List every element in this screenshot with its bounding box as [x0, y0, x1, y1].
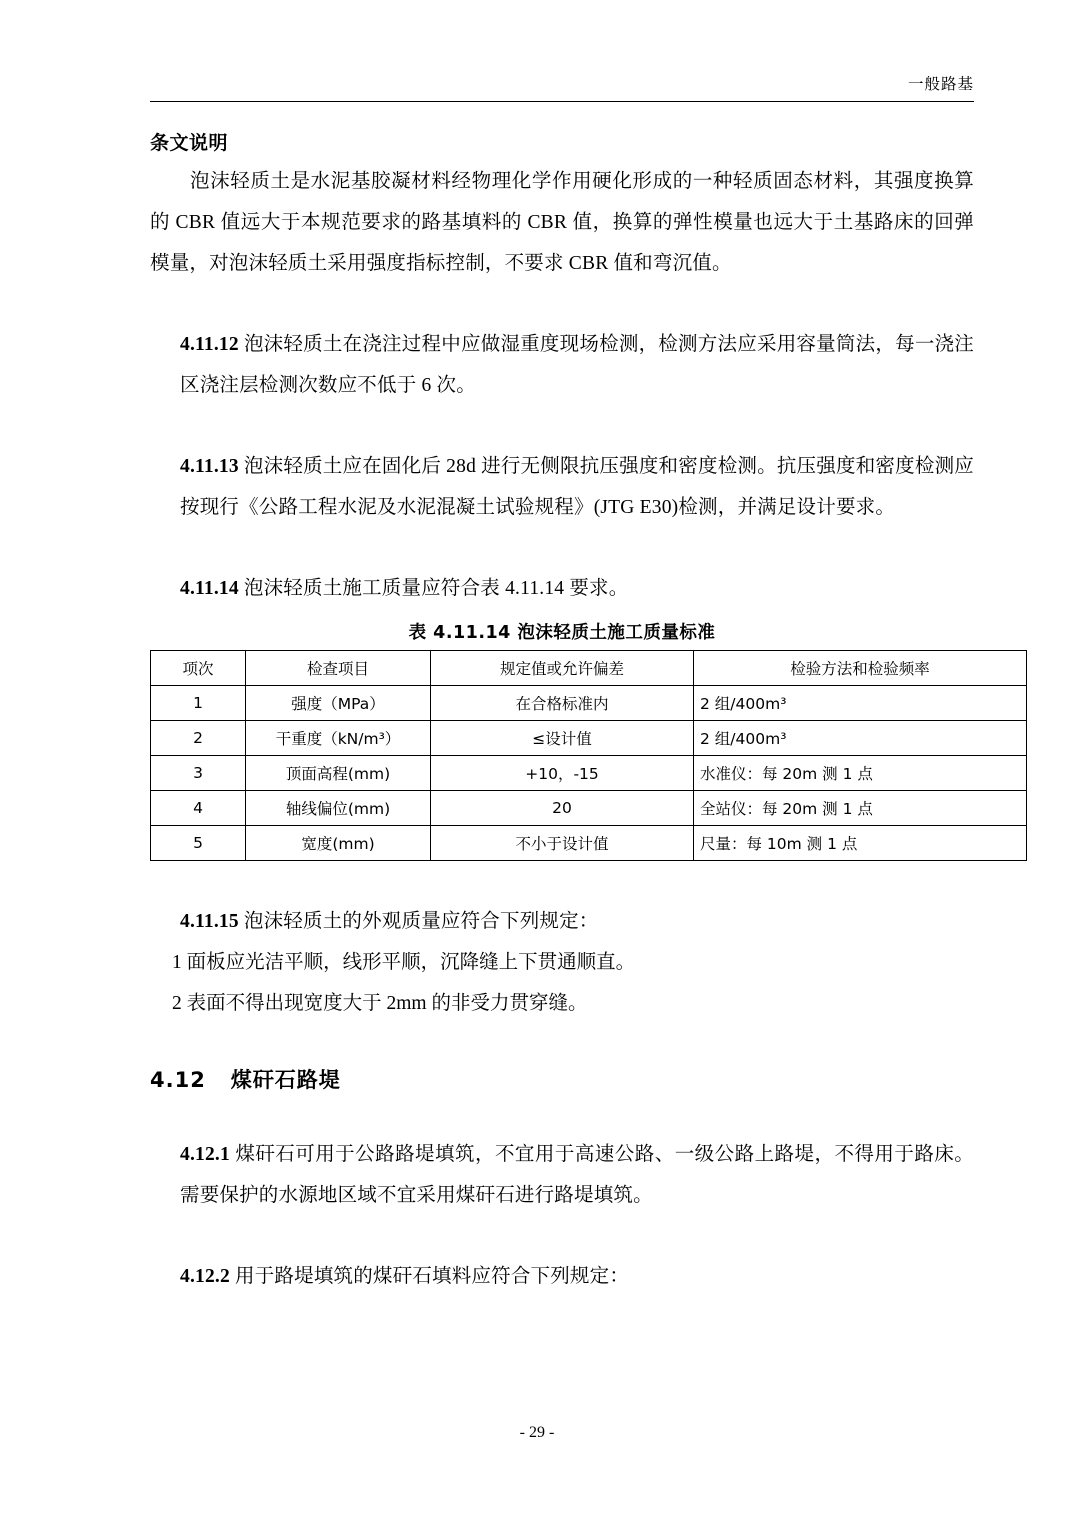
- table-cell: 全站仪：每 20m 测 1 点: [694, 791, 1027, 826]
- list-item: [150, 942, 974, 983]
- table-row: [151, 826, 1027, 861]
- clause-number: 4.11.14: [180, 578, 239, 599]
- table-cell: 1: [151, 686, 246, 721]
- table-cell: 2: [151, 721, 246, 756]
- page-content: [150, 128, 974, 1297]
- clause-4-11-15: [150, 901, 974, 942]
- table-cell: 不小于设计值: [431, 826, 694, 861]
- clause-text: 泡沫轻质土在浇注过程中应做湿重度现场检测，检测方法应采用容量筒法，每一浇注区浇注层检测次数应不低于 6 次。: [180, 334, 974, 396]
- table-header-cell: 检验方法和检验频率: [694, 651, 1027, 686]
- list-item-text: 表面不得出现宽度大于 2mm 的非受力贯穿缝。: [186, 993, 588, 1014]
- table-caption: 表 4.11.14 泡沫轻质土施工质量标准: [408, 623, 716, 643]
- clause-text: 用于路堤填筑的煤矸石填料应符合下列规定：: [235, 1266, 630, 1287]
- table-cell: 强度（MPa）: [246, 686, 431, 721]
- explanation-heading: 条文说明: [150, 132, 229, 154]
- table-cell: ≤设计值: [431, 721, 694, 756]
- table-row: [151, 721, 1027, 756]
- table-cell: +10，-15: [431, 756, 694, 791]
- clause-4-11-12: [150, 324, 974, 406]
- page-footer: [0, 1424, 1074, 1442]
- running-title: 一般路基: [907, 75, 974, 93]
- section-title: 煤矸石路堤: [230, 1068, 341, 1092]
- clause-4-11-14: [150, 568, 974, 609]
- clause-number: 4.11.15: [180, 911, 239, 932]
- clause-4-11-13: [150, 446, 974, 528]
- table-header-cell: 项次: [151, 651, 246, 686]
- clause-number: 4.11.13: [180, 456, 239, 477]
- clause-text: 泡沫轻质土应在固化后 28d 进行无侧限抗压强度和密度检测。抗压强度和密度检测应按现行《公路工程水泥及水泥混凝土试验规程》(JTG E30)检测，并满足设计要求。: [180, 456, 974, 518]
- table-cell: 3: [151, 756, 246, 791]
- explanation-paragraph: 泡沫轻质土是水泥基胶凝材料经物理化学作用硬化形成的一种轻质固态材料，其强度换算的 CBR 值远大于本规范要求的路基填料的 CBR 值，换算的弹性模量也远大于土基路床的回弹模量，对泡沫轻质土采用强度指标控制，不要求 CBR 值和弯沉值。: [150, 171, 974, 274]
- table-header-cell: 规定值或允许偏差: [431, 651, 694, 686]
- table-cell: 在合格标准内: [431, 686, 694, 721]
- clause-4-12-1: [150, 1134, 974, 1216]
- clause-number: 4.12.2: [180, 1266, 230, 1287]
- table-row: [151, 686, 1027, 721]
- table-cell: 轴线偏位(mm): [246, 791, 431, 826]
- table-cell: 宽度(mm): [246, 826, 431, 861]
- clause-number: 4.11.12: [180, 334, 239, 355]
- page-number: - 29 -: [519, 1424, 555, 1441]
- table-row: [151, 791, 1027, 826]
- clause-text: 煤矸石可用于公路路堤填筑，不宜用于高速公路、一级公路上路堤，不得用于路床。需要保护的水源地区域不宜采用煤矸石进行路堤填筑。: [180, 1144, 975, 1206]
- table-cell: 干重度（kN/m³）: [246, 721, 431, 756]
- table-cell: 顶面高程(mm): [246, 756, 431, 791]
- clause-text: 泡沫轻质土施工质量应符合表 4.11.14 要求。: [243, 578, 629, 599]
- table-cell: 20: [431, 791, 694, 826]
- page-header: [150, 72, 974, 102]
- list-item-number: 2: [172, 993, 182, 1014]
- table-cell: 4: [151, 791, 246, 826]
- table-cell: 2 组/400m³: [694, 721, 1027, 756]
- clause-4-12-2: [150, 1256, 974, 1297]
- table-header-row: [151, 651, 1027, 686]
- table-header-cell: 检查项目: [246, 651, 431, 686]
- table-cell: 水准仪：每 20m 测 1 点: [694, 756, 1027, 791]
- section-number: 4.12: [150, 1068, 206, 1092]
- section-heading-4-12: [150, 1064, 974, 1094]
- table-cell: 2 组/400m³: [694, 686, 1027, 721]
- list-item: [150, 983, 974, 1024]
- list-item-number: 1: [172, 952, 182, 973]
- clause-number: 4.12.1: [180, 1144, 230, 1165]
- list-item-text: 面板应光洁平顺，线形平顺，沉降缝上下贯通顺直。: [186, 952, 636, 973]
- quality-standard-table: [150, 650, 1027, 861]
- clause-text: 泡沫轻质土的外观质量应符合下列规定：: [243, 911, 599, 932]
- table-cell: 尺量：每 10m 测 1 点: [694, 826, 1027, 861]
- table-cell: 5: [151, 826, 246, 861]
- table-row: [151, 756, 1027, 791]
